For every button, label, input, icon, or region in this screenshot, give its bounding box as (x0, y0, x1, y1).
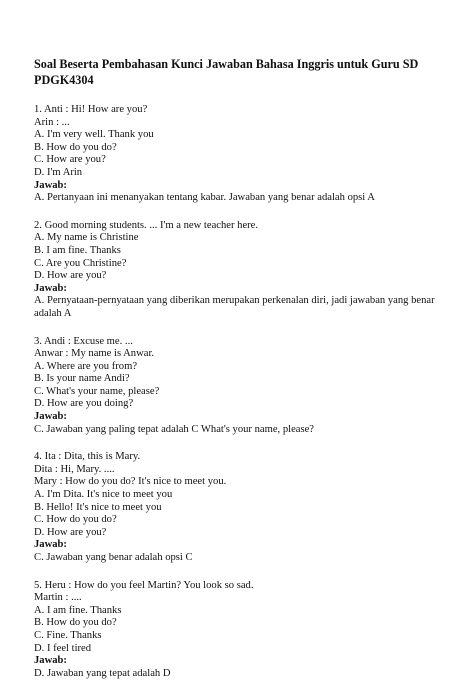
answer-text: C. Jawaban yang benar adalah opsi C (34, 552, 193, 563)
dialog-line: Dita : Hi, Mary. .... (34, 463, 115, 475)
option-a: A. I'm Dita. It's nice to meet you (34, 489, 173, 501)
jawab-label: Jawab: (34, 411, 67, 423)
option-d: D. How are you? (34, 270, 107, 282)
question-text: 1. Anti : Hi! How are you? (34, 104, 148, 115)
question-text: 3. Andi : Excuse me. ... (34, 335, 133, 347)
question-5 (34, 580, 444, 680)
jawab-label: Jawab: (34, 282, 67, 294)
jawab-label: Jawab: (34, 179, 67, 191)
question-text: 5. Heru : How do you feel Martin? You look so sad. (34, 579, 254, 591)
option-d: D. I'm Arin (34, 166, 83, 178)
option-a: A. Where are you from? (34, 360, 138, 372)
dialog-line: Anwar : My name is Anwar. (34, 348, 155, 360)
option-a: A. I'm very well. Thank you (34, 129, 154, 141)
answer-text: A. Pertanyaan ini menanyakan tentang kabar. Jawaban yang benar adalah opsi A (34, 192, 375, 204)
question-4 (34, 451, 444, 564)
question-3 (34, 336, 444, 437)
option-d: D. I feel tired (34, 642, 92, 654)
option-a: A. My name is Christine (34, 232, 139, 244)
answer-text: A. Pernyataan-pernyataan yang diberikan merupakan perkenalan diri, jadi jawaban yang benar adalah A (34, 295, 435, 319)
option-c: C. How are you? (34, 154, 106, 166)
option-a: A. I am fine. Thanks (34, 604, 122, 616)
dialog-line: Mary : How do you do? It's nice to meet you. (34, 476, 227, 488)
answer-text: D. Jawaban yang tepat adalah D (34, 667, 171, 679)
answer-text: C. Jawaban yang paling tepat adalah C What's your name, please? (34, 423, 314, 435)
dialog-line: Arin : ... (34, 116, 70, 128)
option-c: C. What's your name, please? (34, 385, 160, 397)
option-b: B. How do you do? (34, 617, 117, 629)
option-d: D. How are you? (34, 526, 107, 538)
jawab-label: Jawab: (34, 655, 67, 667)
option-b: B. Hello! It's nice to meet you (34, 501, 162, 513)
option-b: B. How do you do? (34, 141, 117, 153)
question-text: 2. Good morning students. ... I'm a new teacher here. (34, 219, 259, 231)
option-c: C. Are you Christine? (34, 257, 127, 269)
jawab-label: Jawab: (34, 539, 67, 551)
question-text: 4. Ita : Dita, this is Mary. (34, 451, 141, 463)
question-1 (34, 104, 444, 205)
document-title: Soal Beserta Pembahasan Kunci Jawaban Bahasa Inggris untuk Guru SD PDGK4304 (34, 57, 419, 87)
option-b: B. Is your name Andi? (34, 373, 130, 385)
dialog-line: Martin : .... (34, 592, 82, 604)
option-c: C. How do you do? (34, 514, 117, 526)
option-b: B. I am fine. Thanks (34, 244, 121, 256)
option-d: D. How are you doing? (34, 398, 134, 410)
question-2 (34, 220, 444, 321)
option-c: C. Fine. Thanks (34, 629, 102, 641)
